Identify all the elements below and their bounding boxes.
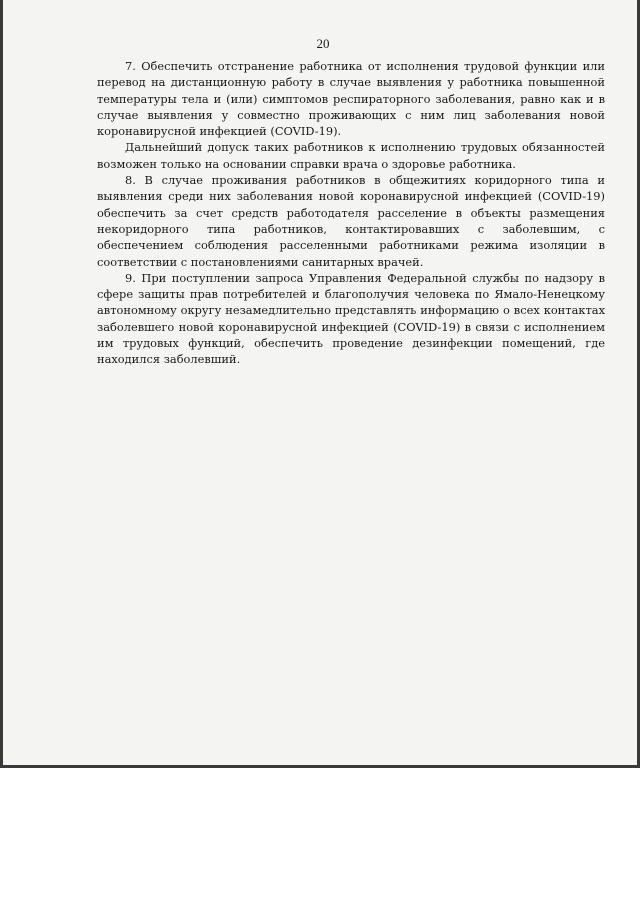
paragraph-item-7: 7. Обеспечить отстранение работника от исполнения трудовой функции или перевод на дистанционную работу в случае выявления у работника повышенной температуры тела и (или) симптомов респираторного заболевания, равно как и в случае выявления у совместно проживающих с ним лиц заболевания новой коронавирусной инфекцией (COVID-19).: [97, 59, 605, 139]
paragraph-item-9: 9. При поступлении запроса Управления Федеральной службы по надзору в сфере защиты прав потребителей и благополучия человека по Ямало-Ненецкому автономному округу незамедлительно представлять информацию о всех контактах заболевшего новой коронавирусной инфекцией (COVID-19) в связи с исполнением им трудовых функций, обеспечить проведение дезинфекции помещений, где находился заболевший.: [97, 270, 605, 367]
paragraph-admission: Дальнейший допуск таких работников к исполнению трудовых обязанностей возможен только на основании справки врача о здоровье работника.: [97, 140, 605, 171]
paragraph-item-8: 8. В случае проживания работников в общежитиях коридорного типа и выявления среди них заболевания новой коронавирусной инфекцией (COVID-19) обеспечить за счет средств работодателя расселение в объекты размещения некоридорного типа работников, контактировавших с заболевшим, с обеспечением соблюдения расселенными работниками режима изоляции в соответствии с постановлениями санитарных врачей.: [97, 173, 605, 269]
page-number: 20: [316, 36, 330, 51]
document-body: [97, 58, 605, 368]
